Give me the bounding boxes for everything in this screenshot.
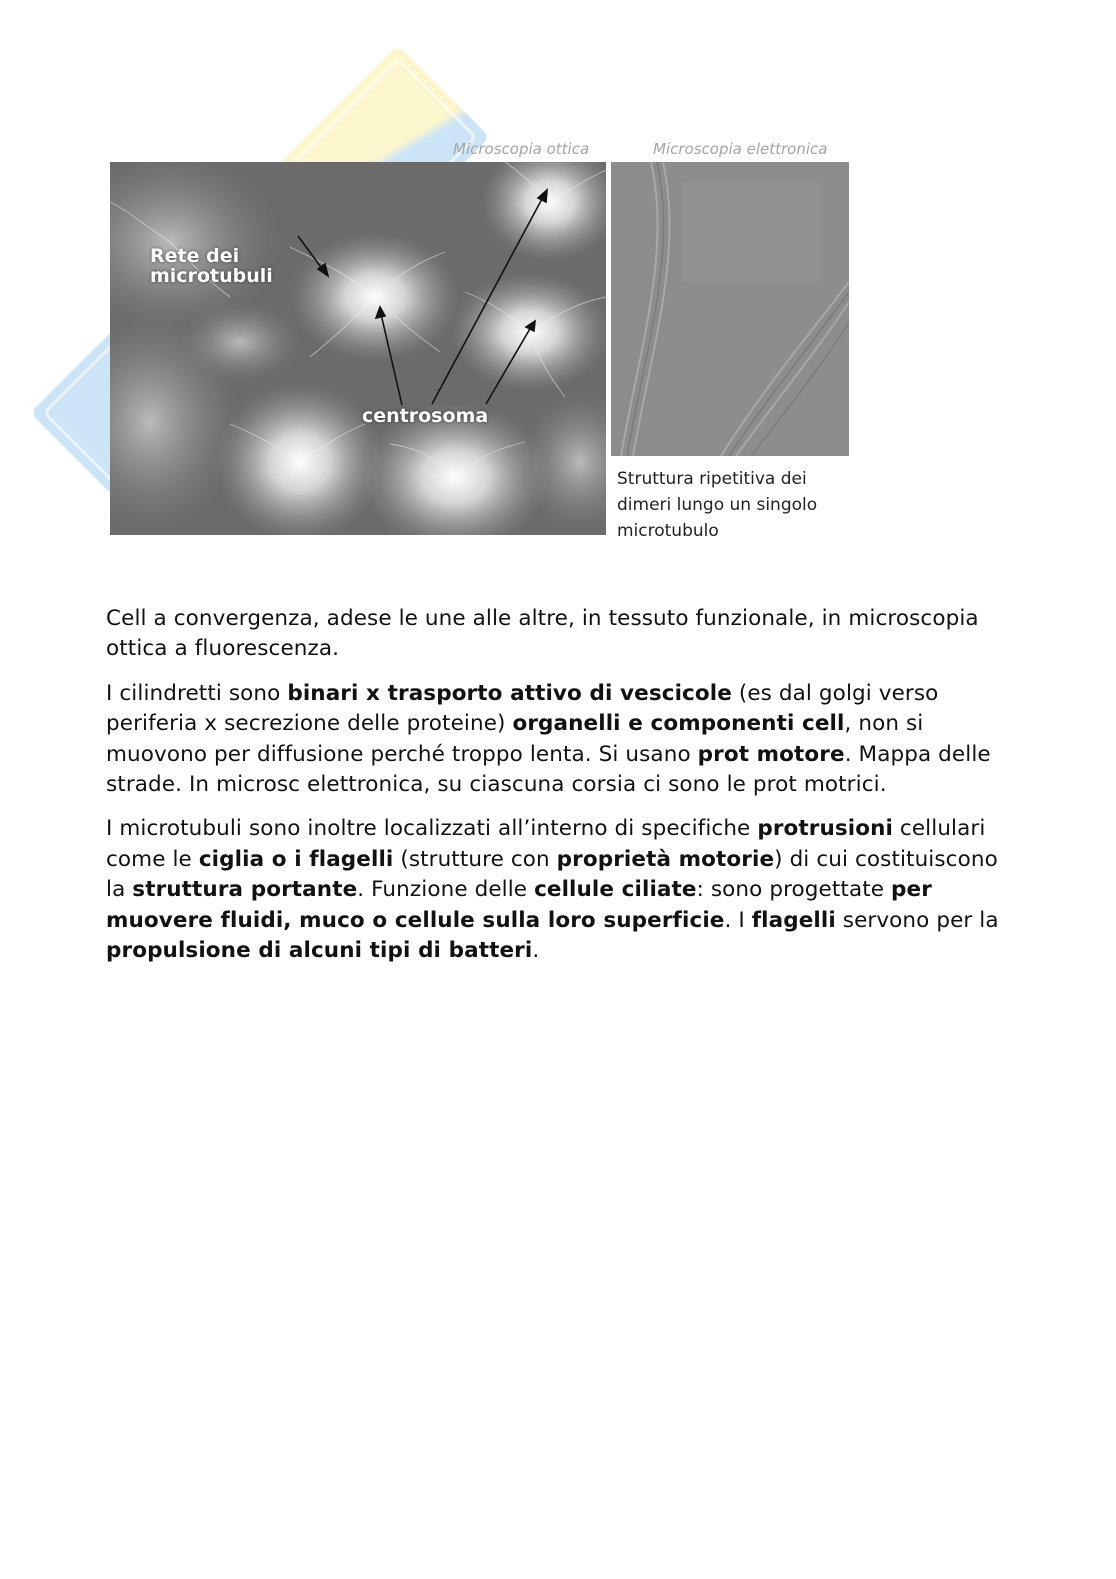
text-run: cellulari come le — [106, 816, 986, 872]
bold-run: organelli e componenti cell — [512, 711, 845, 737]
electron-microscopy-caption: Microscopia elettronica — [653, 140, 828, 158]
text-run: (es dal golgi verso periferia x secrezione delle proteine) — [106, 680, 939, 737]
centrosome-label: centrosoma — [362, 405, 489, 427]
paragraph-3 — [106, 814, 1006, 966]
text-run: . Funzione delle — [357, 877, 535, 903]
text-run: . — [532, 938, 540, 964]
text-run: , non si muovono per diffusione perché troppo lenta. Si usano — [106, 711, 924, 767]
electron-image — [611, 162, 849, 456]
fluorescence-micrograph — [110, 162, 606, 535]
bold-run: protrusioni — [757, 816, 893, 842]
bold-run: flagelli — [751, 907, 836, 933]
fluorescence-image — [110, 162, 606, 535]
bold-run: struttura portante — [132, 877, 358, 903]
bold-run: cellule ciliate — [534, 877, 697, 903]
bold-run: binari x trasporto attivo di vescicole — [287, 680, 732, 706]
bold-run: proprietà motorie — [556, 846, 775, 872]
text-run: I microtubuli sono inoltre localizzati all’interno di specifiche — [106, 816, 758, 842]
microscopy-figure — [108, 136, 852, 554]
text-run: ) di cui costituiscono la — [106, 846, 998, 903]
body-text — [106, 604, 1006, 980]
bold-run: propulsione di alcuni tipi di batteri — [106, 938, 533, 964]
text-run: Cell a convergenza, adese le une alle altre, in tessuto funzionale, in microscopia ottica a fluorescenza. — [106, 606, 979, 662]
electron-caption: Struttura ripetitiva dei dimeri lungo un singolo microtubulo — [617, 469, 818, 541]
text-run: : sono progettate — [696, 877, 892, 903]
electron-micrograph — [611, 162, 849, 456]
text-run: (strutture con — [393, 846, 557, 872]
paragraph-2 — [106, 679, 1006, 801]
bold-run: prot motore — [697, 741, 845, 767]
text-run: servono per la — [835, 907, 999, 933]
optical-microscopy-caption: Microscopia ottica — [453, 140, 590, 158]
bold-run: per muovere fluidi, muco o cellule sulla loro superficie — [106, 877, 932, 933]
microtubule-network-label: Rete dei microtubuli — [150, 245, 273, 287]
bold-run: ciglia o i flagelli — [198, 846, 394, 872]
text-run: . I — [724, 907, 752, 933]
paragraph-1 — [106, 604, 1006, 665]
text-run: . Mappa delle strade. In microsc elettronica, su ciascuna corsia ci sono le prot motrici. — [106, 741, 991, 798]
text-run: I cilindretti sono — [106, 680, 288, 706]
